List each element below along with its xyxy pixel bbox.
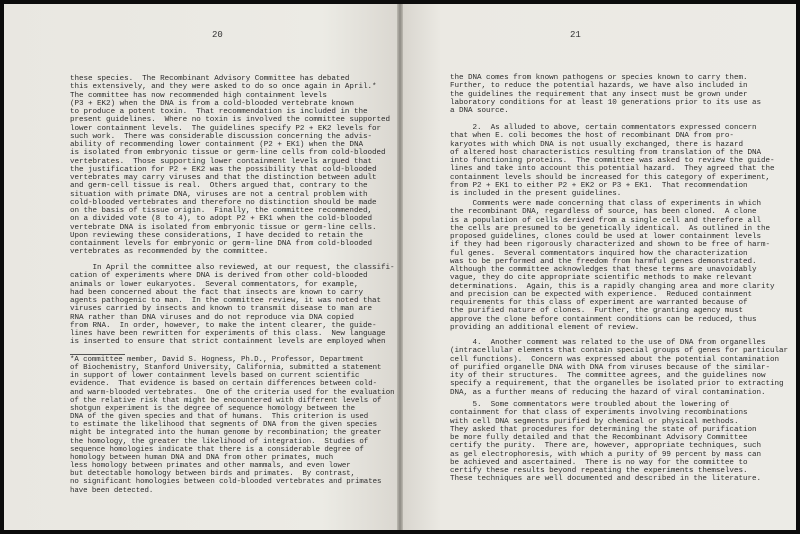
body-paragraph: In April the committee also reviewed, at our request, the classifi- cation of experiments where DNA is derived from other cold-blooded animals or lower eukaryotes. Several commentators, for example, had been concerned about the fact that insects are known to carry agents pathogenic to man. In the committee review, it was noted that viruses carried by insects and known to transmit disease to man are RNA rather than DNA viruses and do not reproduce via DNA copied from RNA. In order, however, to make the intent clearer, the guide- lines have been rewritten for experiments of this class. New language is inserted to ensure that strict containment levels are employed when (70, 264, 395, 347)
body-paragraph: 5. Some commentators were troubled about the lowering of containment for that class of experiments involving recombinations with cell DNA segments purified by chemical or physical methods. They asked that procedures for determining the state of purification be more fully detailed and that the Recombinant Advisory Committee certify the purity. There are, however, appropriate techniques, such as gel electrophoresis, with which a purity of 99 percent by mass can be achieved and ascertained. There is no way for the committee to certify these results beyond repeating the experiments themselves. These techniques are well documented and described in the literature. (450, 401, 761, 484)
page-number: 20 (212, 30, 223, 40)
body-paragraph: these species. The Recombinant Advisory Committee has debated this extensively, and they were asked to do so once again in April.* The committee has now recommended high containment levels (P3 + EK2) when the DNA is from a cold-blooded vertebrate known to produce a potent toxin. That recommendation is included in the present guidelines. Where no toxin is involved the committee supported lower containment levels. The guidelines specify P2 + EK2 levels for such work. There was considerable discussion concerning the advis- ability of recommending lower containment (P2 + EK1) when the DNA is isolated from embryonic tissue or germ-line cells from cold-blooded vertebrates. Those supporting lower containment levels argued that the justification for P2 + EK2 was the possibility that cold-blooded vertebrates may carry viruses and that the distinction between adult and germ-cell tissue is real. Others argued that, contrary to the situation with primate DNA, viruses are not a central problem with cold-blooded vertebrates and therefore no distinction should be made on the basis of tissue origin. Finally, the committee recommended, on a divided vote (8 to 4), to adopt P2 + EK1 when the cold-blooded vertebrate DNA is isolated from embryonic tissue or germ-line cells. Upon reviewing these considerations, I have decided to retain the containment levels for embryonic or germ-line DNA from cold-blooded vertebrates as recommended by the committee. (70, 75, 390, 257)
body-paragraph: 2. As alluded to above, certain commentators expressed concern that when E. coli becomes the host of recombinant DNA from pro- karyotes with which DNA is not usually exchanged, there is hazard of altered host characteristics resulting from translation of the DNA into functioning proteins. The committee was asked to review the guide- lines and take into account this potential hazard. They agreed that the containment levels should be increased for this category of experiment, from P2 + EK1 to either P2 + EK2 or P3 + EK1. That recommendation is included in the present guidelines. (450, 124, 775, 198)
right-page (402, 4, 796, 530)
body-paragraph: 4. Another comment was related to the use of DNA from organelles (intracellular elements that contain special groups of genes for particular cell functions). Concern was expressed about the potential contamination of purified organelle DNA with DNA from viruses because of the similar- ity of their structures. The committee agrees, and the guidelines now specify a requirement, that the organelles be isolated prior to extracting DNA, as a further means of reducing the hazard of viral contamination. (450, 339, 789, 397)
footnote-rule (70, 354, 125, 355)
page-number: 21 (570, 30, 581, 40)
body-paragraph: Comments were made concerning that class of experiments in which the recombinant DNA, regardless of source, has been cloned. A clone is a population of cells derived from a single cell and therefore all the cells are presumed to be genetically identical. As outlined in the proposed guidelines, clones could be used at lower containment levels if they had been rigorously characterized and shown to be free of harm- ful genes. Several commentators inquired how the characterization was to be performed and the freedom from harmful genes demonstrated. Although the committee acknowledges that these terms are unavoidably vague, they do cite appropriate scientific methods to make relevant determinations. Again, this is a rapidly changing area and more clarity and precision can be expected with experience. Reduced containment requirements for this class of experiment are warranted because of the purified nature of clones. Further, the granting agency must approve the clone before containment conditions can be reduced, thus providing an additional element of review. (450, 200, 775, 332)
body-paragraph: the DNA comes from known pathogens or species known to carry them. Further, to reduce the potential hazards, we have also included in the guidelines the requirement that any insect must be grown under laboratory conditions for at least 10 generations prior to its use as a DNA source. (450, 74, 761, 115)
book-gutter (397, 4, 403, 530)
footnote: *A committee member, David S. Hogness, Ph.D., Professor, Department of Biochemistry, Stanford University, California, submitted a statement in support of lower containment levels based on current scientific evidence. That evidence is based on certain differences between cold- and warm-blooded vertebrates. One of the criteria used for the evaluation of the relative risk that might be encountered with different levels of shotgun experiment is the degree of sequence homology between the DNA of the given species and that of humans. This criterion is used to estimate the likelihood that segments of DNA from the given species might be integrated into the human genome by recombination; the greater the homology, the greater the likelihood of integration. Studies of sequence homologies indicate that there is a considerable degree of homology between human DNA and DNA from other primates, much less homology between primates and other mammals, and even lower but detectable homology between birds and primates. By contrast, no significant homologies between cold-blooded vertebrates and primates have been detected. (70, 356, 395, 495)
left-page (4, 4, 402, 530)
